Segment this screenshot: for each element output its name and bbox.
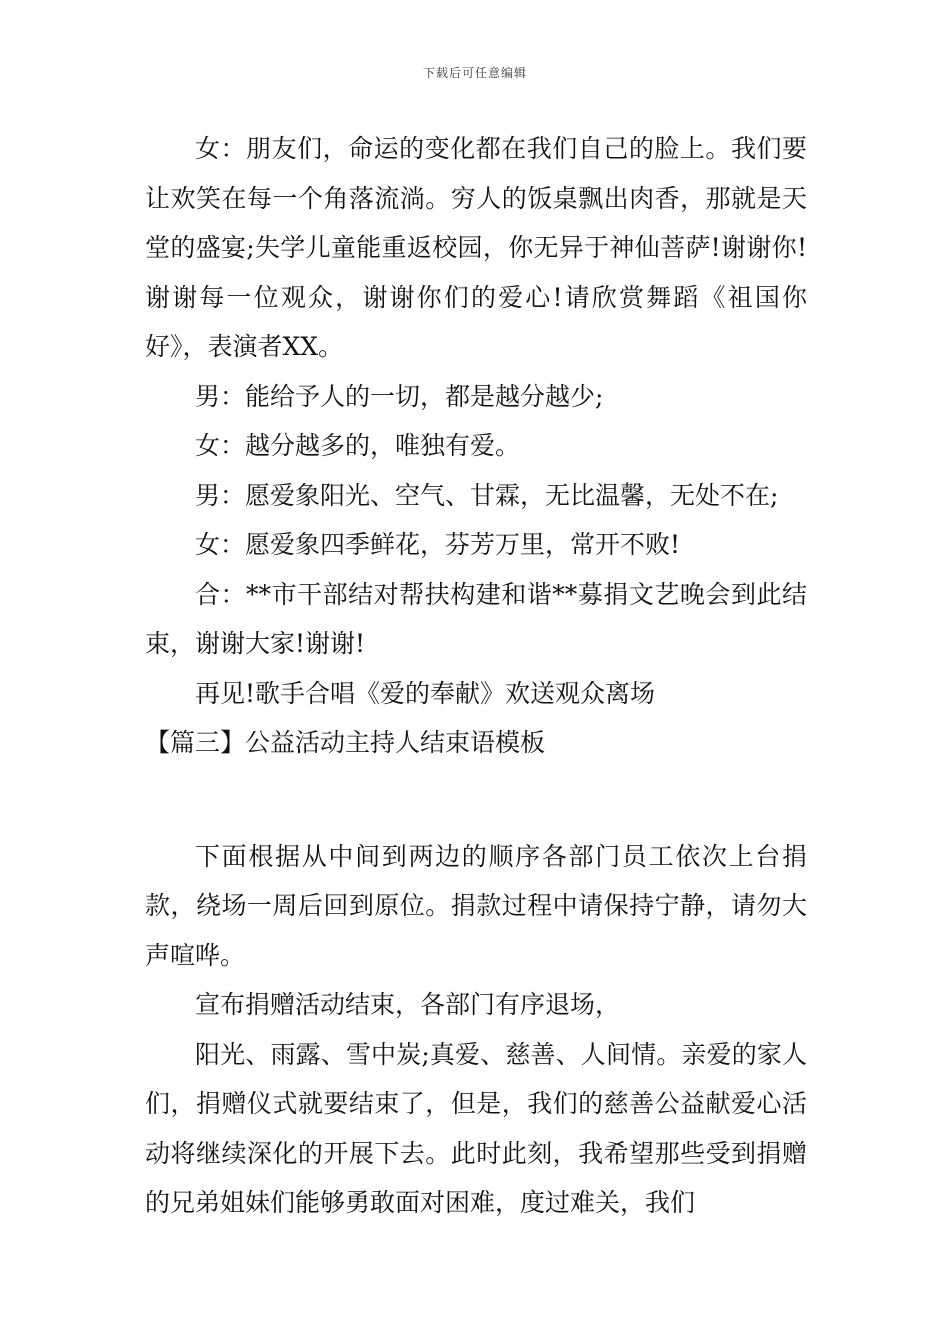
paragraph: 女：朋友们，命运的变化都在我们自己的脸上。我们要让欢笑在每一个角落流淌。穷人的饭桌飘出肉香，那就是天堂的盛宴;失学儿童能重返校园，你无异于神仙菩萨!谢谢你!谢谢每一位观众，谢谢你们的爱心!请欣赏舞蹈《祖国你好》，表演者XX。: [145, 134, 807, 361]
page-header: 下载后可任意编辑: [422, 66, 527, 80]
section-heading: 【篇三】公益活动主持人结束语模板: [145, 728, 546, 757]
paragraph: 女：愿爱象四季鲜花，芬芳万里，常开不败!: [195, 530, 681, 559]
paragraph: 男：愿爱象阳光、空气、甘霖，无比温馨，无处不在;: [195, 480, 779, 510]
paragraph: 宣布捐赠活动结束，各部门有序退场，: [195, 990, 621, 1019]
paragraph: 合：**市干部结对帮扶构建和谐**募捐文艺晚会到此结束，谢谢大家!谢谢!: [145, 579, 807, 658]
spacer: [145, 768, 807, 832]
paragraph: 男：能给予人的一切，都是越分越少;: [195, 381, 604, 411]
paragraph: 下面根据从中间到两边的顺序各部门员工依次上台捐款，绕场一周后回到原位。捐款过程中请保持宁静，请勿大声喧哗。: [145, 841, 807, 970]
paragraph: 阳光、雨露、雪中炭;真爱、慈善、人间情。亲爱的家人们，捐赠仪式就要结束了，但是，我们的慈善公益献爱心活动将继续深化的开展下去。此时此刻，我希望那些受到捐赠的兄弟姐妹们能够勇敢面对困难，度过难关，我们: [145, 1039, 807, 1217]
document-body: [145, 124, 807, 1228]
paragraph: 再见!歌手合唱《爱的奉献》欢送观众离场: [195, 678, 656, 708]
paragraph: 女：越分越多的，唯独有爱。: [195, 431, 521, 460]
